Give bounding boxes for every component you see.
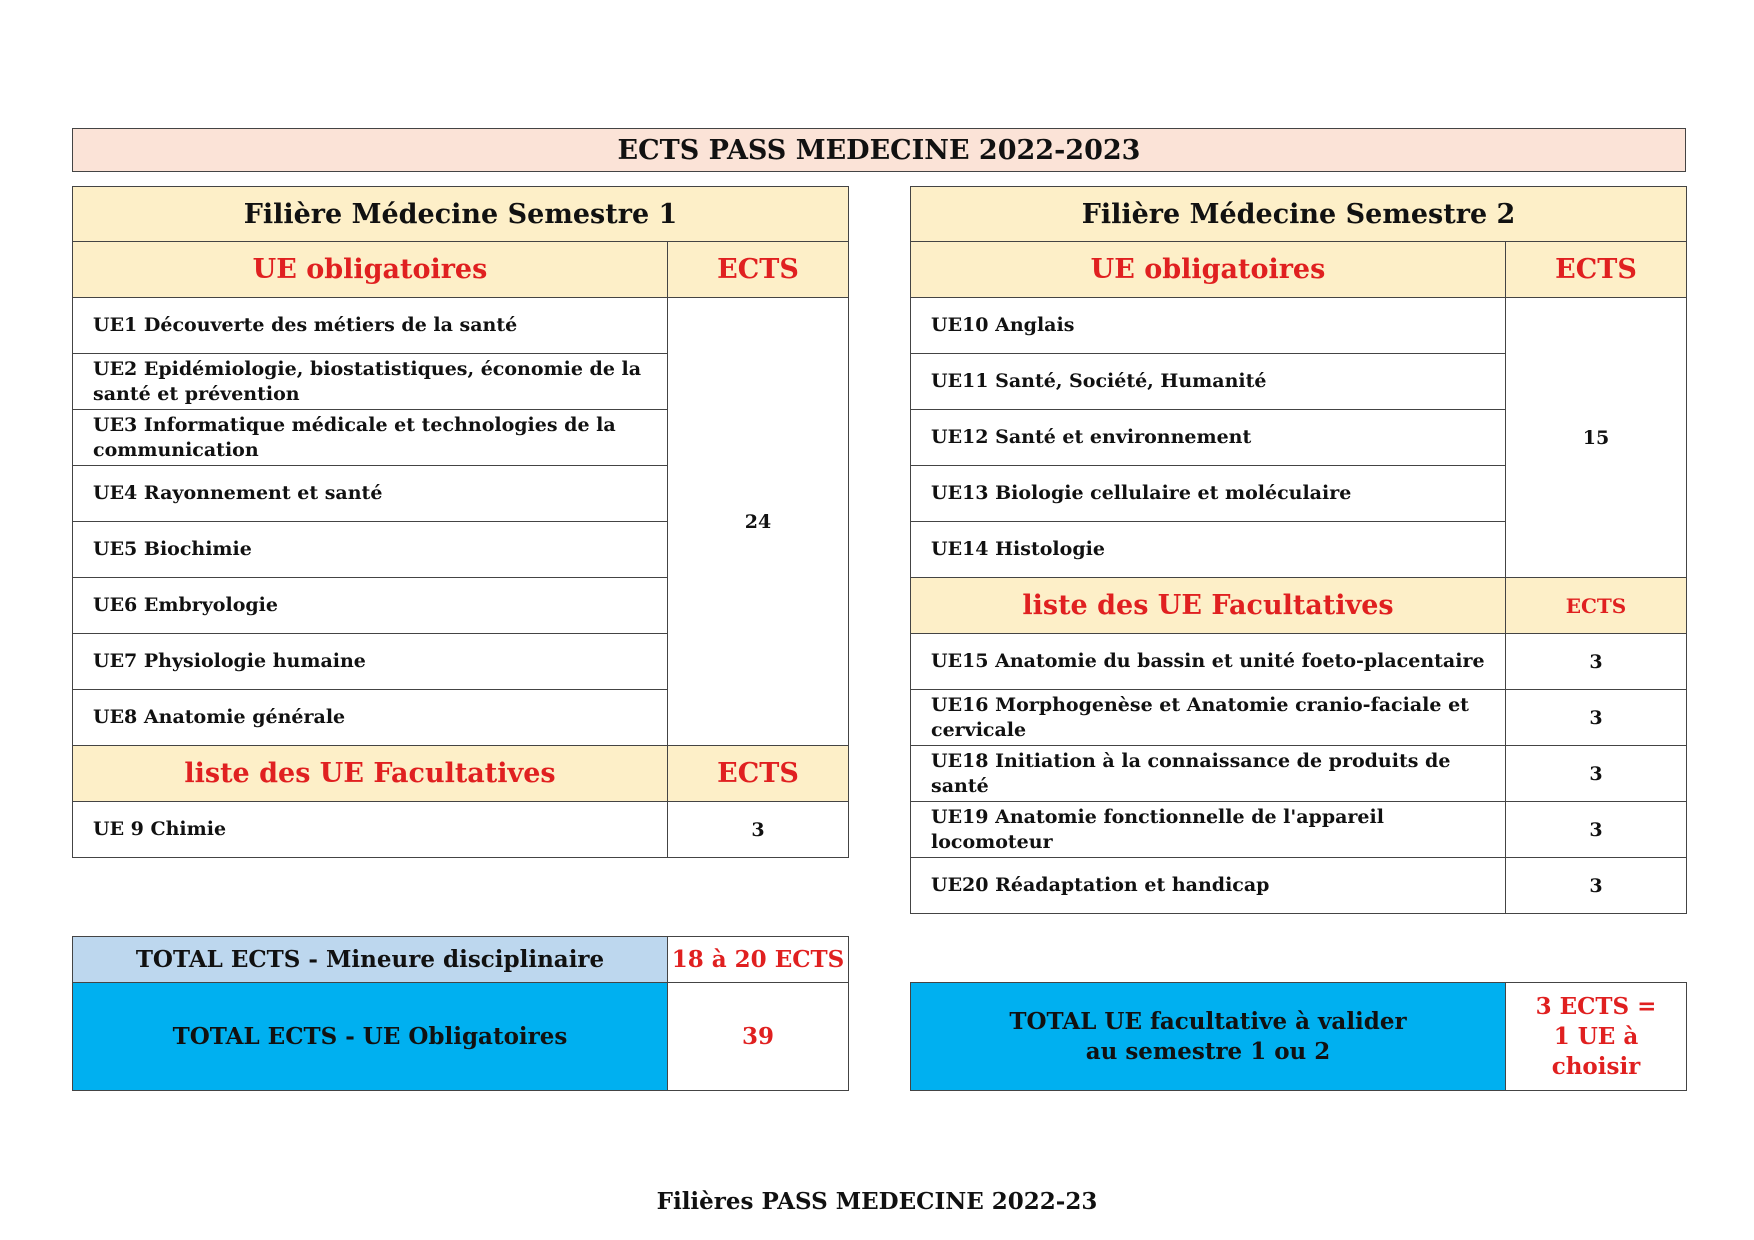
totals-left-table [72, 936, 849, 1091]
semester2-facultative-row: UE16 Morphogenèse et Anatomie cranio-faciale et cervicale [911, 690, 1506, 746]
semester1-ue-row: UE2 Epidémiologie, biostatistiques, économie de la santé et prévention [73, 354, 668, 410]
total-mineure-value: 18 à 20 ECTS [668, 937, 849, 983]
semester2-facultative-ects: 3 [1506, 634, 1687, 690]
semester2-ue-row: UE14 Histologie [911, 522, 1506, 578]
semester1-table [72, 186, 849, 858]
total-mineure-label: TOTAL ECTS - Mineure disciplinaire [73, 937, 668, 983]
semester2-ue-row: UE13 Biologie cellulaire et moléculaire [911, 466, 1506, 522]
semester1-facultatives-title: liste des UE Facultatives [73, 746, 668, 802]
total-facultative-label [911, 983, 1506, 1091]
page-footer: Filières PASS MEDECINE 2022-23 [656, 1188, 1098, 1215]
semester1-col-ects: ECTS [668, 242, 849, 298]
semester2-facultative-row: UE18 Initiation à la connaissance de produits de santé [911, 746, 1506, 802]
semester2-facultative-ects: 3 [1506, 802, 1687, 858]
total-facultative-label-line2: au semestre 1 ou 2 [1085, 1037, 1331, 1065]
semester2-facultative-row: UE19 Anatomie fonctionnelle de l'appareil locomoteur [911, 802, 1506, 858]
total-facultative-label-line1: TOTAL UE facultative à valider [1009, 1007, 1407, 1035]
semester2-col-ue: UE obligatoires [911, 242, 1506, 298]
semester1-facultative-row: UE 9 Chimie [73, 802, 668, 858]
semester2-col-ects: ECTS [1506, 242, 1687, 298]
semester2-facultative-row: UE20 Réadaptation et handicap [911, 858, 1506, 914]
semester2-facultatives-title: liste des UE Facultatives [911, 578, 1506, 634]
semester2-facultative-ects: 3 [1506, 690, 1687, 746]
semester1-facultatives-ects-label: ECTS [668, 746, 849, 802]
semester1-facultative-ects: 3 [668, 802, 849, 858]
semester1-ue-row: UE3 Informatique médicale et technologies de la communication [73, 410, 668, 466]
total-facultative-value-line2: 1 UE à choisir [1551, 1022, 1641, 1080]
totals-right-table [910, 982, 1687, 1091]
semester1-ue-row: UE7 Physiologie humaine [73, 634, 668, 690]
semester1-ue-row: UE4 Rayonnement et santé [73, 466, 668, 522]
total-obligatoires-value: 39 [668, 983, 849, 1091]
semester1-title: Filière Médecine Semestre 1 [73, 187, 849, 242]
semester1-ue-row: UE1 Découverte des métiers de la santé [73, 298, 668, 354]
semester2-facultative-ects: 3 [1506, 858, 1687, 914]
semester1-col-ue: UE obligatoires [73, 242, 668, 298]
semester2-ue-row: UE11 Santé, Société, Humanité [911, 354, 1506, 410]
semester2-facultatives-ects-label: ECTS [1506, 578, 1687, 634]
semester2-obligatoires-ects: 15 [1506, 298, 1687, 578]
semester1-obligatoires-ects: 24 [668, 298, 849, 746]
semester1-ue-row: UE5 Biochimie [73, 522, 668, 578]
semester2-table [910, 186, 1687, 914]
semester2-ue-row: UE12 Santé et environnement [911, 410, 1506, 466]
total-facultative-value-line1: 3 ECTS = [1535, 992, 1657, 1020]
semester2-facultative-row: UE15 Anatomie du bassin et unité foeto-placentaire [911, 634, 1506, 690]
page-title: ECTS PASS MEDECINE 2022-2023 [72, 128, 1686, 172]
semester1-ue-row: UE6 Embryologie [73, 578, 668, 634]
semester2-ue-row: UE10 Anglais [911, 298, 1506, 354]
total-obligatoires-label: TOTAL ECTS - UE Obligatoires [73, 983, 668, 1091]
semester2-title: Filière Médecine Semestre 2 [911, 187, 1687, 242]
semester2-facultative-ects: 3 [1506, 746, 1687, 802]
total-facultative-value [1506, 983, 1687, 1091]
semester1-ue-row: UE8 Anatomie générale [73, 690, 668, 746]
